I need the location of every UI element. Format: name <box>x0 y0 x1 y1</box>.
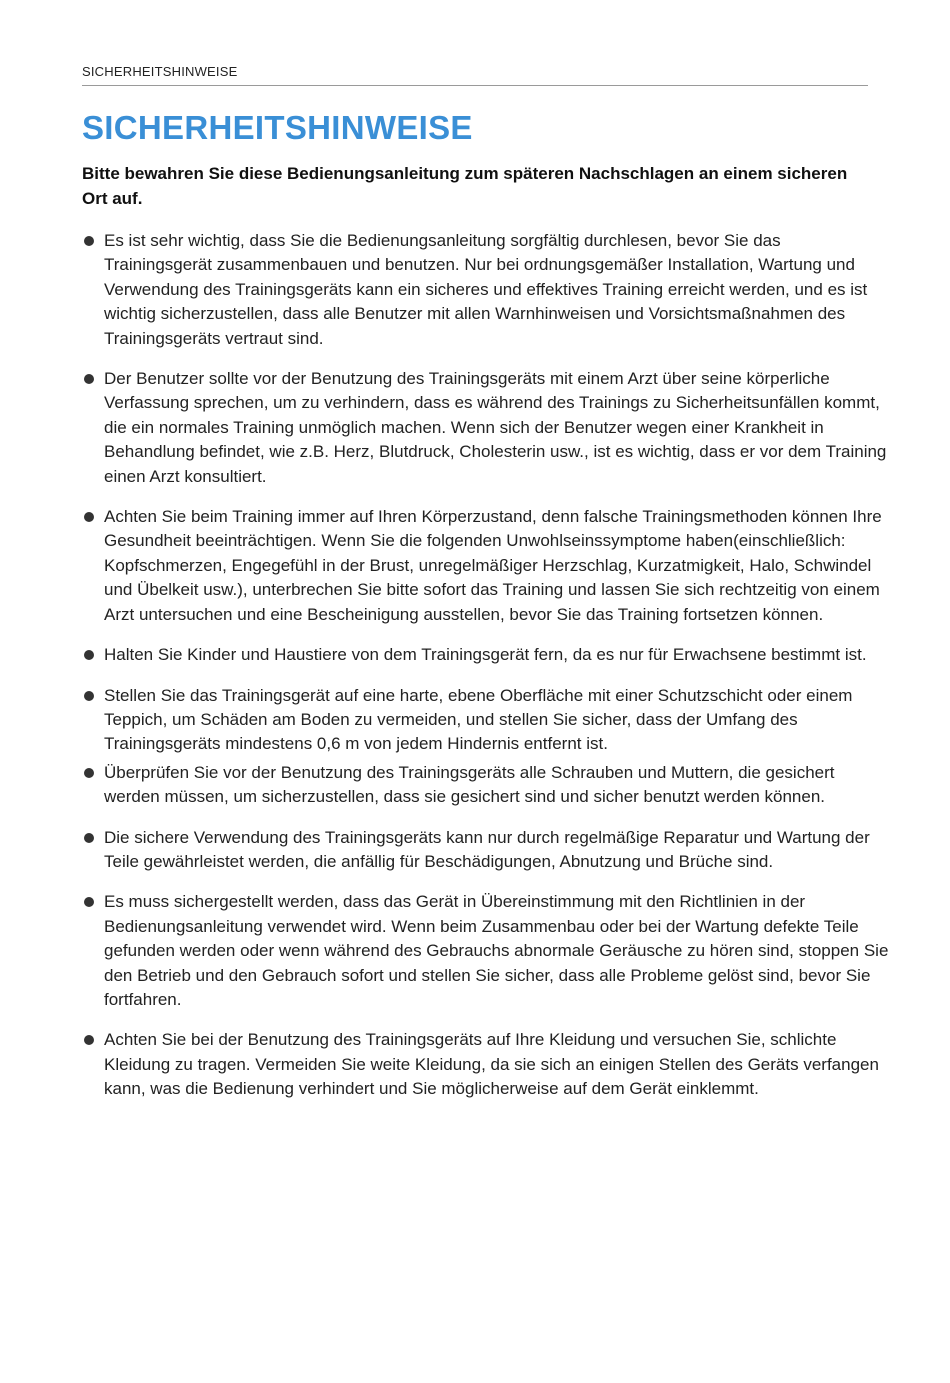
bullet-icon <box>84 1035 94 1045</box>
list-item <box>82 761 890 810</box>
page-title: SICHERHEITSHINWEISE <box>82 109 473 146</box>
list-item <box>82 1028 890 1101</box>
intro-paragraph: Bitte bewahren Sie diese Bedienungsanleitung zum späteren Nachschlagen an einem sicheren Ort auf. <box>82 164 848 208</box>
header-divider <box>82 85 868 86</box>
list-item <box>82 684 890 757</box>
bullet-icon <box>84 236 94 246</box>
bullet-icon <box>84 512 94 522</box>
safety-list <box>82 229 890 1118</box>
list-item <box>82 643 890 667</box>
list-item-text: Überprüfen Sie vor der Benutzung des Trainingsgeräts alle Schrauben und Muttern, die gesichert werden müssen, um sicherzustellen, dass sie gesichert sind und sicher benutzt werden können. <box>104 762 835 807</box>
list-item <box>82 505 890 627</box>
list-item-text: Halten Sie Kinder und Haustiere von dem Trainingsgerät fern, da es nur für Erwachsene bestimmt ist. <box>104 645 867 665</box>
bullet-icon <box>84 897 94 907</box>
list-item-text: Es muss sichergestellt werden, dass das Gerät in Übereinstimmung mit den Richtlinien in der Bedienungsanleitung verwendet wird. Wenn beim Zusammenbau oder bei der Wartung defekte Teile gefunden werden oder wenn während des Gebrauchs abnormale Geräusche zu hören sind, stoppen Sie den Betrieb und den Gebrauch sofort und stellen Sie sicher, dass alle Probleme gelöst sind, bevor Sie fortfahren. <box>104 892 889 1009</box>
list-item <box>82 229 890 351</box>
running-header: SICHERHEITSHINWEISE <box>82 64 238 79</box>
list-item-text: Achten Sie bei der Benutzung des Trainingsgeräts auf Ihre Kleidung und versuchen Sie, schlichte Kleidung zu tragen. Vermeiden Sie weite Kleidung, da sie sich an einigen Stellen des Geräts verfangen kann, was die Bedienung verhindert und Sie möglicherweise auf dem Gerät einklemmt. <box>104 1030 879 1099</box>
bullet-icon <box>84 374 94 384</box>
bullet-icon <box>84 650 94 660</box>
list-item-text: Die sichere Verwendung des Trainingsgeräts kann nur durch regelmäßige Reparatur und Wartung der Teile gewährleistet werden, die anfällig für Beschädigungen, Abnutzung und Brüche sind. <box>104 827 870 871</box>
list-item-text: Der Benutzer sollte vor der Benutzung des Trainingsgeräts mit einem Arzt über seine körperliche Verfassung sprechen, um zu verhindern, dass es während des Trainings zu Sicherheitsunfällen kommt, die ein normales Training unmöglich machen. Wenn sich der Benutzer wegen einer Krankheit in Behandlung befindet, wie z.B. Herz, Blutdruck, Cholesterin usw., ist es wichtig, dass er vor dem Training einen Arzt konsultiert. <box>104 369 887 486</box>
list-item-text: Stellen Sie das Trainingsgerät auf eine harte, ebene Oberfläche mit einer Schutzschicht oder einem Teppich, um Schäden am Boden zu vermeiden, und stellen Sie sicher, dass der Umfang des Trainingsgeräts mindestens 0,6 m von jedem Hindernis entfernt ist. <box>104 685 853 754</box>
list-item <box>82 890 890 1012</box>
list-item <box>82 826 890 875</box>
bullet-icon <box>84 691 94 701</box>
bullet-icon <box>84 833 94 843</box>
list-item <box>82 367 890 489</box>
bullet-icon <box>84 768 94 778</box>
list-item-text: Achten Sie beim Training immer auf Ihren Körperzustand, denn falsche Trainingsmethoden können Ihre Gesundheit beeinträchtigen. Wenn Sie die folgenden Unwohlseinssymptome haben(einschließlich: Kopfschmerzen, Engegefühl in der Brust, unregelmäßiger Herzschlag, Kurzatmigkeit, Halo, Schwindel und Übelkeit usw.), unterbrechen Sie bitte sofort das Training und lassen Sie sich rechtzeitig von einem Arzt untersuchen und eine Bescheinigung ausstellen, bevor Sie das Training fortsetzen können. <box>104 507 882 624</box>
list-item-text: Es ist sehr wichtig, dass Sie die Bedienungsanleitung sorgfältig durchlesen, bevor Sie das Trainingsgerät zusammenbauen und benutzen. Nur bei ordnungsgemäßer Installation, Wartung und Verwendung des Trainingsgeräts kann ein sicheres und effektives Training erreicht werden, und es ist wichtig sicherzustellen, dass alle Benutzer mit allen Warnhinweisen und Vorsichtsmaßnahmen des Trainingsgeräts vertraut sind. <box>104 231 868 348</box>
